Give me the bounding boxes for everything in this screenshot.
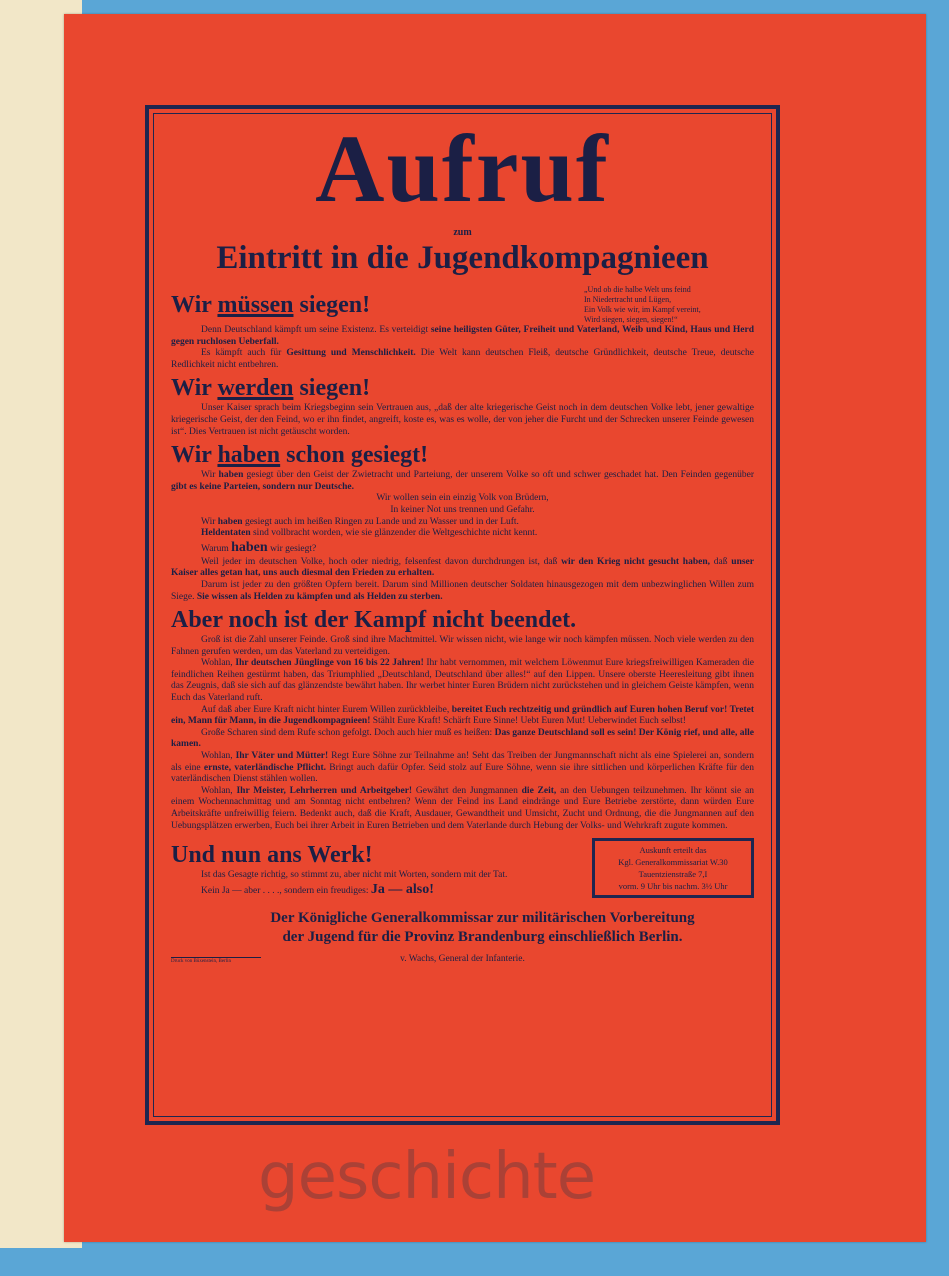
heading-werden: Wir werden siegen! [171,375,371,402]
paragraph: Darum ist jeder zu den größten Opfern bereit. Darum sind Millionen deutscher Soldaten hinausgezogen mit dem unbezwinglichen Willen zum Siege. Sie wissen als Helden zu kämpfen und als Helden zu sterben. [171,579,754,602]
paragraph: Heldentaten sind vollbracht worden, wie sie glänzender die Weltgeschichte nicht kennt. [201,528,538,539]
info-line: Tauentzienstraße 7,I [638,869,708,880]
signature-row [171,953,754,965]
closing-line: Der Königliche Generalkommissar zur militärischen Vorbereitung [270,909,695,926]
info-line: vorm. 9 Uhr bis nachm. 3½ Uhr [618,881,728,892]
paragraph: Wir haben gesiegt über den Geist der Zwietracht und Parteiung, der unserem Volke so oft und schwer geschadet hat. Den Feinden gegenüber gibt es keine Parteien, sondern nur Deutsche. [171,470,754,492]
info-line: Kgl. Generalkommissariat W.30 [618,857,728,868]
closing-line: der Jugend für die Provinz Brandenburg einschließlich Berlin. [282,928,683,945]
heading-werk: Und nun ans Werk! [171,842,373,869]
poster-frame [145,105,780,1125]
paragraph: Große Scharen sind dem Rufe schon gefolgt. Doch auch hier muß es heißen: Das ganze Deutschland soll es sein! Der König rief, und alle, alle kamen. [171,727,754,750]
paragraph: Denn Deutschland kämpft um seine Existenz. Es verteidigt seine heiligsten Güter, Freiheit und Vaterland, Weib und Kind, Haus und Herd gegen ruchlosen Ueberfall. [171,325,754,347]
poster-title: Aufruf [315,115,610,222]
printer-note: Druck von Büxenstein, Berlin [171,957,261,965]
watermark: geschichte [258,1140,596,1214]
paragraph: Ist das Gesagte richtig, so stimmt zu, aber nicht mit Worten, sondern mit der Tat. [201,870,508,881]
paragraph: Wohlan, Ihr Meister, Lehrherren und Arbeitgeber! Gewährt den Jungmannen die Zeit, an den Uebungen teilzunehmen. Ihr könnt sie an einem Wochennachmittag und am Sonntag nicht entbehren? Wenn der Feind ins Land eindränge und Eure Betriebe zerstörte, dann würden Eure Arbeitskräfte unfreiwillig feiern. Bedenkt auch, daß die Kraft, Ausdauer, Gewandtheit und Umsicht, Zucht und Ordnung, die die Jungmannen auf den Uebungsplätzen erwerben, Euch bei ihrer Arbeit in Euren Betrieben und dem Vaterlande durch Hebung der Volks- und Wehrkraft zugute kommen. [171,785,755,831]
info-box [592,838,754,898]
heading-haben: Wir haben schon gesiegt! [171,442,429,469]
quote-line: Ein Volk wie wir, im Kampf vereint, [584,305,701,314]
info-line: Auskunft erteilt das [639,845,707,856]
quote [584,285,754,325]
poster-content [171,115,755,965]
paragraph: Wohlan, Ihr deutschen Jünglinge von 16 bis 22 Jahren! Ihr habt vernommen, mit welchem Löwenmut Eure kriegsfreiwilligen Kameraden die feindlichen Reihen gestürmt haben, das Triumphlied „Deutschland, Deutschland über alles!“ auf den Lippen. Unsere oberste Heeresleitung gibt ihnen das Zeugnis, daß sie sich auf das glänzendste bewährt haben. Ihr werbet hinter Euren Brüdern nicht zurückstehen und in gleichem Geiste kämpfen, wenn Euch das Vaterland ruft. [171,658,755,704]
verse-line: In keiner Not uns trennen und Gefahr. [390,504,535,515]
paragraph: Unser Kaiser sprach beim Kriegsbeginn sein Vertrauen aus, „daß der alte kriegerische Geist noch in dem deutschen Volke lebt, jener gewaltige kriegerische Geist, der den Feind, wo er ihn findet, angreift, koste es, was es wolle, der von jeher die Furcht und der Schrecken unserer Feinde gewesen ist“. Dies Vertrauen ist nicht getäuscht worden. [171,403,754,437]
closing [171,909,754,947]
zum: zum [453,227,472,238]
paragraph: Wohlan, Ihr Väter und Mütter! Regt Eure Söhne zur Teilnahme an! Seht das Treiben der Jungmannschaft nicht als eine Spielerei an, sondern als eine ernste, vaterländische Pflicht. Bringt auch dafür Opfer. Seid stolz auf Eure Söhne, wenn sie ihre sittlichen und körperlichen Kräfte für den vaterländischen Dienst stählen wollen. [171,751,754,785]
paragraph: Auf daß aber Eure Kraft nicht hinter Eurem Willen zurückbleibe, bereitet Euch rechtzeitig und gründlich auf Euren hohen Beruf vor! Tretet ein, Mann für Mann, in die Jugendkompagnieen! Stählt Eure Kraft! Schärft Eure Sinne! Uebt Euren Mut! Ueberwindet Euch selbst! [171,704,754,727]
first-heading-row [171,285,754,325]
paragraph: Kein Ja — aber . . . ., sondern ein freudiges: Ja — also! [201,881,434,897]
signature: v. Wachs, General der Infanterie. [400,953,525,964]
poster-subtitle: Eintritt in die Jugendkompagnieen [216,240,709,276]
paragraph: Wir haben gesiegt auch im heißen Ringen zu Lande und zu Wasser und in der Luft. [201,516,519,527]
paragraph: Weil jeder im deutschen Volke, hoch oder niedrig, felsenfest davon durchdrungen ist, daß wir den Krieg nicht gesucht haben, daß unser Kaiser alles getan hat, uns auch diesmal den Frieden zu erhalten. [171,556,754,579]
quote-line: „Und ob die halbe Welt uns feind [584,285,691,294]
paragraph: Es kämpft auch für Gesittung und Menschlichkeit. Die Welt kann deutschen Fleiß, deutsche Gründlichkeit, deutsche Treue, deutsche Redlichkeit nicht entbehren. [171,348,754,370]
paragraph: Warum haben wir gesiegt? [201,539,317,555]
quote-line: In Niedertracht und Lügen, [584,295,672,304]
heading-muessen: Wir müssen siegen! [171,292,371,318]
heading-kampf: Aber noch ist der Kampf nicht beendet. [171,607,577,634]
quote-line: Wird siegen, siegen, siegen!“ [584,315,678,324]
werk-section [171,838,754,899]
verse-line: Wir wollen sein ein einzig Volk von Brüdern, [376,493,549,504]
paragraph: Groß ist die Zahl unserer Feinde. Groß sind ihre Machtmittel. Wir wissen nicht, wie lange wir noch kämpfen müssen. Noch viele werden zu den Fahnen gerufen werden, um das Vaterland zu verteidigen. [171,635,754,657]
